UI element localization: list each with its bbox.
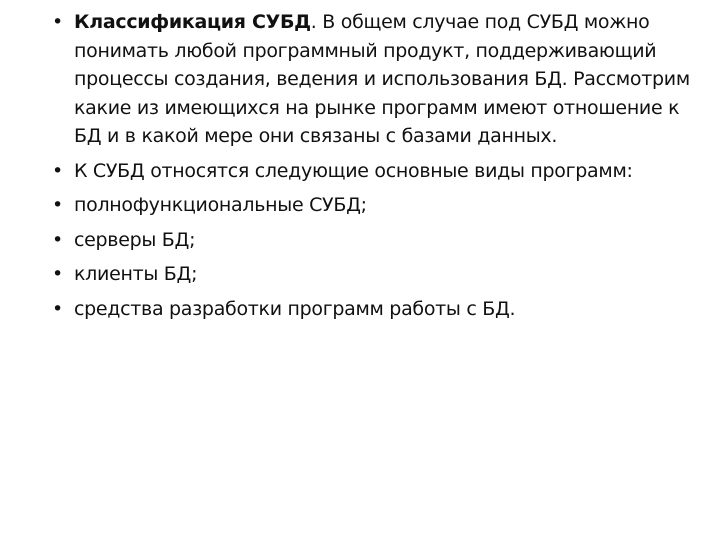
bullet-item-db-servers (48, 226, 693, 255)
bullet-text: полнофункциональные СУБД; (74, 194, 367, 216)
bullet-text: . В общем случае под СУБД можно понимать любой программный продукт, поддерживающий процессы создания, ведения и использования БД. Рассмотрим какие из имеющихся на рынке программ имеют отношение к БД и в какой мере они связаны с базами данных. (74, 11, 690, 147)
bullet-dot: • (52, 297, 63, 320)
bullet-item-dev-tools (48, 295, 693, 324)
bullet-text: клиенты БД; (74, 263, 198, 285)
bullet-dot: • (52, 11, 63, 33)
bullet-bold-term: Классификация СУБД (74, 11, 311, 33)
bullet-item-classification (48, 8, 693, 151)
bullet-item-db-clients (48, 260, 693, 289)
bullet-dot: • (52, 159, 63, 182)
bullet-list (48, 8, 693, 329)
bullet-dot: • (52, 228, 63, 251)
bullet-text: К СУБД относятся следующие основные виды программ: (74, 159, 633, 182)
bullet-text: серверы БД; (74, 228, 196, 251)
bullet-dot: • (52, 263, 63, 285)
bullet-dot: • (52, 194, 63, 216)
bullet-item-types-intro (48, 157, 693, 186)
bullet-text: средства разработки программ работы с БД. (74, 297, 516, 320)
bullet-item-full-dbms (48, 191, 693, 220)
